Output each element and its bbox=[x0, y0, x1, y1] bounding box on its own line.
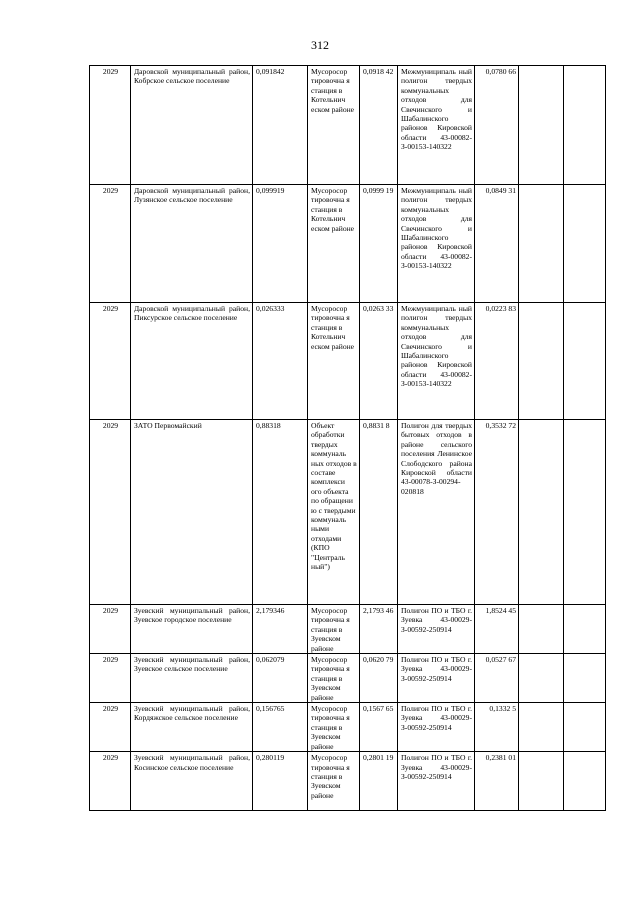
area-cell: Даровской муниципальный район, Кобрское сельское поселение bbox=[131, 66, 253, 185]
empty-cell bbox=[519, 605, 564, 654]
year-cell: 2029 bbox=[90, 303, 131, 420]
disposal-site-cell: Полигон ПО и ТБО г. Зуевка 43-00029-З-00592-250914 bbox=[398, 654, 475, 703]
area-cell: Зуевский муниципальный район, Зуевское сельское поселение bbox=[131, 654, 253, 703]
table-row bbox=[90, 703, 606, 752]
disposal-site-cell: Полигон ПО и ТБО г. Зуевка 43-00029-З-00592-250914 bbox=[398, 605, 475, 654]
volume-cell: 0,0849 31 bbox=[475, 185, 519, 303]
mass-cell: 0,156765 bbox=[253, 703, 308, 752]
page-number: 312 bbox=[311, 38, 329, 52]
empty-cell bbox=[564, 420, 606, 605]
year-cell: 2029 bbox=[90, 420, 131, 605]
table-row bbox=[90, 752, 606, 811]
share-cell: 0,1567 65 bbox=[360, 703, 398, 752]
share-cell: 0,0918 42 bbox=[360, 66, 398, 185]
mass-cell: 0,280119 bbox=[253, 752, 308, 811]
year-cell: 2029 bbox=[90, 605, 131, 654]
disposal-site-cell: Полигон для твердых бытовых отходов в районе сельского поселения Ленинское Слободского района Кировской области 43-00078-З-00294-020818 bbox=[398, 420, 475, 605]
destination-cell: Мусоросор тировочна я станция в Котельнич еском районе bbox=[308, 303, 360, 420]
area-cell: Зуевский муниципальный район, Кордяжское сельское поселение bbox=[131, 703, 253, 752]
table-row bbox=[90, 654, 606, 703]
table-row bbox=[90, 420, 606, 605]
table-row bbox=[90, 185, 606, 303]
disposal-site-cell: Межмуниципаль ный полигон твердых коммунальных отходов для Свечинского и Шабалинского районов Кировской области 43-00082-З-00153-140322 bbox=[398, 66, 475, 185]
empty-cell bbox=[564, 654, 606, 703]
share-cell: 2,1793 46 bbox=[360, 605, 398, 654]
destination-cell: Объект обработки твердых коммуналь ных отходов в составе комплекси ого объекта по обращени ю с твердыми коммуналь ными отходами (КПО "Централь ный") bbox=[308, 420, 360, 605]
empty-cell bbox=[564, 303, 606, 420]
destination-cell: Мусоросор тировочна я станция в Зуевском районе bbox=[308, 654, 360, 703]
empty-cell bbox=[519, 654, 564, 703]
disposal-site-cell: Полигон ПО и ТБО г. Зуевка 43-00029-З-00592-250914 bbox=[398, 703, 475, 752]
year-cell: 2029 bbox=[90, 752, 131, 811]
empty-cell bbox=[519, 185, 564, 303]
area-cell: Даровской муниципальный район, Лузянское сельское поселение bbox=[131, 185, 253, 303]
area-cell: Зуевский муниципальный район, Зуевское городское поселение bbox=[131, 605, 253, 654]
table-row bbox=[90, 605, 606, 654]
empty-cell bbox=[564, 703, 606, 752]
area-cell: Даровской муниципальный район, Пиксурское сельское поселение bbox=[131, 303, 253, 420]
empty-cell bbox=[519, 420, 564, 605]
volume-cell: 0,0223 83 bbox=[475, 303, 519, 420]
volume-cell: 0,0780 66 bbox=[475, 66, 519, 185]
empty-cell bbox=[564, 605, 606, 654]
share-cell: 0,2801 19 bbox=[360, 752, 398, 811]
share-cell: 0,0620 79 bbox=[360, 654, 398, 703]
mass-cell: 0,062079 bbox=[253, 654, 308, 703]
year-cell: 2029 bbox=[90, 66, 131, 185]
empty-cell bbox=[564, 752, 606, 811]
disposal-site-cell: Межмуниципаль ный полигон твердых коммунальных отходов для Свечинского и Шабалинского районов Кировской области 43-00082-З-00153-140322 bbox=[398, 185, 475, 303]
volume-cell: 0,1332 5 bbox=[475, 703, 519, 752]
empty-cell bbox=[519, 303, 564, 420]
destination-cell: Мусоросор тировочна я станция в Зуевском районе bbox=[308, 752, 360, 811]
destination-cell: Мусоросор тировочна я станция в Котельнич еском районе bbox=[308, 66, 360, 185]
volume-cell: 0,0527 67 bbox=[475, 654, 519, 703]
empty-cell bbox=[564, 185, 606, 303]
disposal-site-cell: Межмуниципаль ный полигон твердых коммунальных отходов для Свечинского и Шабалинского районов Кировской области 43-00082-З-00153-140322 bbox=[398, 303, 475, 420]
destination-cell: Мусоросор тировочна я станция в Зуевском районе bbox=[308, 703, 360, 752]
table-row bbox=[90, 303, 606, 420]
share-cell: 0,0263 33 bbox=[360, 303, 398, 420]
mass-cell: 0,026333 bbox=[253, 303, 308, 420]
volume-cell: 1,8524 45 bbox=[475, 605, 519, 654]
volume-cell: 0,3532 72 bbox=[475, 420, 519, 605]
year-cell: 2029 bbox=[90, 654, 131, 703]
empty-cell bbox=[519, 703, 564, 752]
share-cell: 0,8831 8 bbox=[360, 420, 398, 605]
mass-cell: 2,179346 bbox=[253, 605, 308, 654]
disposal-site-cell: Полигон ПО и ТБО г. Зуевка 43-00029-З-00592-250914 bbox=[398, 752, 475, 811]
waste-flow-table bbox=[89, 65, 606, 811]
mass-cell: 0,88318 bbox=[253, 420, 308, 605]
mass-cell: 0,091842 bbox=[253, 66, 308, 185]
year-cell: 2029 bbox=[90, 185, 131, 303]
destination-cell: Мусоросор тировочна я станция в Котельнич еском районе bbox=[308, 185, 360, 303]
empty-cell bbox=[519, 66, 564, 185]
table-row bbox=[90, 66, 606, 185]
area-cell: Зуевский муниципальный район, Косинское сельское поселение bbox=[131, 752, 253, 811]
volume-cell: 0,2381 01 bbox=[475, 752, 519, 811]
area-cell: ЗАТО Первомайский bbox=[131, 420, 253, 605]
empty-cell bbox=[564, 66, 606, 185]
destination-cell: Мусоросор тировочна я станция в Зуевском районе bbox=[308, 605, 360, 654]
empty-cell bbox=[519, 752, 564, 811]
year-cell: 2029 bbox=[90, 703, 131, 752]
share-cell: 0,0999 19 bbox=[360, 185, 398, 303]
mass-cell: 0,099919 bbox=[253, 185, 308, 303]
